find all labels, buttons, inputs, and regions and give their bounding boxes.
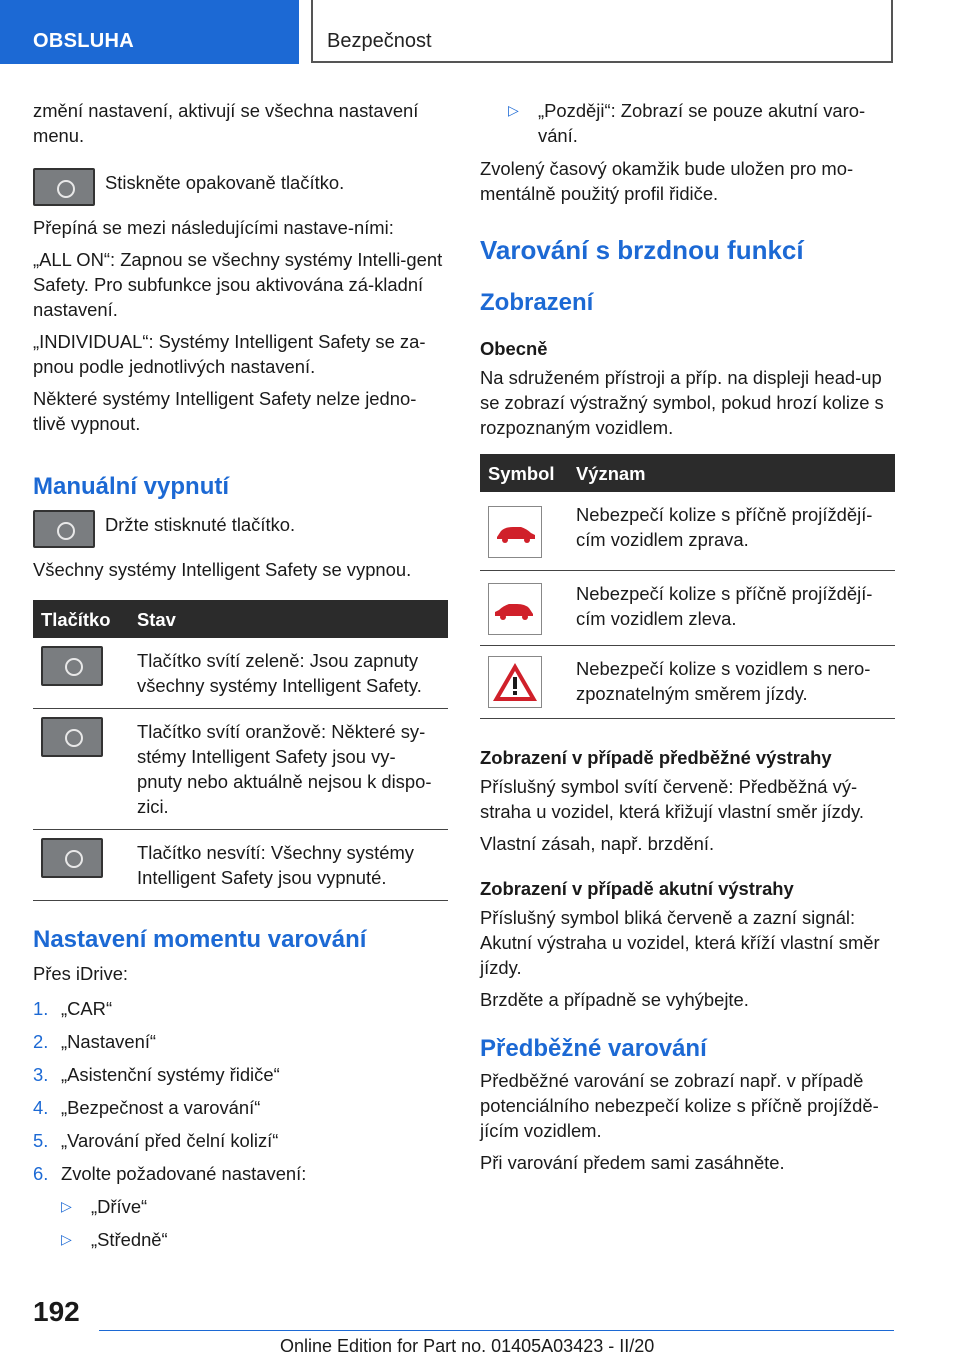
- section-heading: Předběžné varování: [480, 1035, 707, 1062]
- instruction-step: [33, 512, 448, 548]
- table-header: Stav: [129, 600, 448, 638]
- section-title: OBSLUHA: [33, 30, 134, 52]
- paragraph: změní nastavení, aktivují se všechna nastavení menu.: [33, 100, 419, 146]
- left-column: [33, 98, 448, 1260]
- list-item: [61, 1227, 448, 1252]
- right-column: [480, 98, 895, 1182]
- paragraph: Brzděte a případně se vyhýbejte.: [480, 989, 749, 1010]
- triangle-bullet-icon: ▷: [508, 102, 519, 118]
- table-row: [33, 638, 448, 709]
- paragraph: Zvolený časový okamžik bude uložen pro mo-mentálně použitý profil řidiče.: [480, 158, 854, 204]
- paragraph: Všechny systémy Intelligent Safety se vypnou.: [33, 559, 412, 580]
- list-item: [33, 1029, 448, 1054]
- paragraph: Vlastní zásah, např. brzdění.: [480, 833, 715, 854]
- paragraph: Příslušný symbol svítí červeně: Předběžná vý-straha u vozidel, která křižují vlastní směr jízdy.: [480, 776, 864, 822]
- table-header: Symbol: [480, 454, 568, 492]
- section-tab: [0, 0, 299, 64]
- list-text: Zvolte požadované nastavení:: [61, 1163, 307, 1184]
- list-item: [508, 98, 895, 148]
- table-cell: Nebezpečí kolize s příčně projíždějí-cím vozidlem zprava.: [568, 492, 895, 571]
- chapter-tab: [311, 0, 893, 63]
- subsection-heading: Obecně: [480, 338, 548, 359]
- table-cell: Tlačítko nesvítí: Všechny systémy Intelligent Safety jsou vypnuté.: [129, 830, 448, 901]
- triangle-bullet-icon: ▷: [61, 1231, 72, 1247]
- table-row: [480, 646, 895, 719]
- paragraph: Některé systémy Intelligent Safety nelze jedno-tlivě vypnout.: [33, 388, 417, 434]
- table-row: [480, 571, 895, 646]
- section-heading: Zobrazení: [480, 289, 594, 316]
- intelligent-safety-button-icon: [33, 168, 95, 206]
- list-text: „Bezpečnost a varování“: [61, 1097, 261, 1118]
- car-right-icon: [488, 506, 542, 558]
- table-row: [33, 830, 448, 901]
- table-cell: Nebezpečí kolize s příčně projíždějí-cím vozidlem zleva.: [568, 571, 895, 646]
- instruction-step: [33, 170, 448, 206]
- car-left-icon: [488, 583, 542, 635]
- paragraph: Přes iDrive:: [33, 963, 129, 984]
- intelligent-safety-button-icon: [41, 717, 103, 757]
- list-item: [33, 1062, 448, 1087]
- subsection-heading: Zobrazení v případě předběžné výstrahy: [480, 747, 832, 768]
- list-text: „Varování před čelní kolizí“: [61, 1130, 279, 1151]
- paragraph: Při varování předem sami zasáhněte.: [480, 1152, 785, 1173]
- paragraph: Přepíná se mezi následujícími nastave-ními:: [33, 217, 394, 238]
- intelligent-safety-button-icon: [41, 838, 103, 878]
- list-number: 6.: [33, 1163, 49, 1184]
- list-text: „Středně“: [91, 1229, 168, 1250]
- edition-note: Online Edition for Part no. 01405A03423 - II/20: [280, 1336, 655, 1356]
- table-header: Význam: [568, 454, 895, 492]
- list-number: 4.: [33, 1097, 49, 1118]
- warning-triangle-icon: [488, 656, 542, 708]
- list-text: „Nastavení“: [61, 1031, 157, 1052]
- list-number: 1.: [33, 998, 49, 1019]
- instruction-text: Držte stisknuté tlačítko.: [105, 514, 296, 535]
- list-item: [33, 1128, 448, 1153]
- table-row: [480, 492, 895, 571]
- section-heading: Manuální vypnutí: [33, 473, 230, 500]
- page-number: 192: [33, 1296, 80, 1327]
- chapter-heading: Varování s brzdnou funkcí: [480, 235, 804, 265]
- table-header: Tlačítko: [33, 600, 129, 638]
- paragraph: Na sdruženém přístroji a příp. na displeji head-up se zobrazí výstražný symbol, pokud hrozí kolize s rozpoznaným vozidlem.: [480, 367, 884, 438]
- list-item: [33, 996, 448, 1021]
- instruction-text: Stiskněte opakovaně tlačítko.: [105, 172, 345, 193]
- list-text: „Dříve“: [91, 1196, 148, 1217]
- button-status-table: [33, 600, 448, 901]
- list-text: „Později“: Zobrazí se pouze akutní varo-vání.: [538, 100, 866, 146]
- chapter-title: Bezpečnost: [327, 30, 432, 52]
- paragraph: „INDIVIDUAL“: Systémy Intelligent Safety se za-pnou podle jednotlivých nastavení.: [33, 331, 426, 377]
- symbol-table: [480, 454, 895, 719]
- table-cell: Tlačítko svítí oranžově: Některé sy-stémy Intelligent Safety jsou vy-pnuty nebo aktuálně nejsou k dispo-zici.: [129, 709, 448, 830]
- list-number: 5.: [33, 1130, 49, 1151]
- intelligent-safety-button-icon: [41, 646, 103, 686]
- list-item: [33, 1161, 448, 1186]
- intelligent-safety-button-icon: [33, 510, 95, 548]
- subsection-heading: Zobrazení v případě akutní výstrahy: [480, 878, 794, 899]
- list-text: „Asistenční systémy řidiče“: [61, 1064, 280, 1085]
- table-cell: Nebezpečí kolize s vozidlem s nero-zpoznatelným směrem jízdy.: [568, 646, 895, 719]
- table-cell: Tlačítko svítí zeleně: Jsou zapnuty všechny systémy Intelligent Safety.: [129, 638, 448, 709]
- list-number: 3.: [33, 1064, 49, 1085]
- table-row: [33, 709, 448, 830]
- triangle-bullet-icon: ▷: [61, 1198, 72, 1214]
- list-item: [33, 1095, 448, 1120]
- footer-divider: [99, 1330, 894, 1331]
- list-item: [61, 1194, 448, 1219]
- list-text: „CAR“: [61, 998, 113, 1019]
- steps-list: [33, 996, 448, 1186]
- paragraph: Předběžné varování se zobrazí např. v případě potenciálního nebezpečí kolize s příčně projíždě-jícím vozidlem.: [480, 1070, 879, 1141]
- paragraph: „ALL ON“: Zapnou se všechny systémy Intelli-gent Safety. Pro subfunkce jsou aktivována zá-kladní nastavení.: [33, 249, 443, 320]
- section-heading: Nastavení momentu varování: [33, 926, 367, 953]
- list-number: 2.: [33, 1031, 49, 1052]
- paragraph: Příslušný symbol bliká červeně a zazní signál: Akutní výstraha u vozidel, která kříží vlastní směr jízdy.: [480, 907, 880, 978]
